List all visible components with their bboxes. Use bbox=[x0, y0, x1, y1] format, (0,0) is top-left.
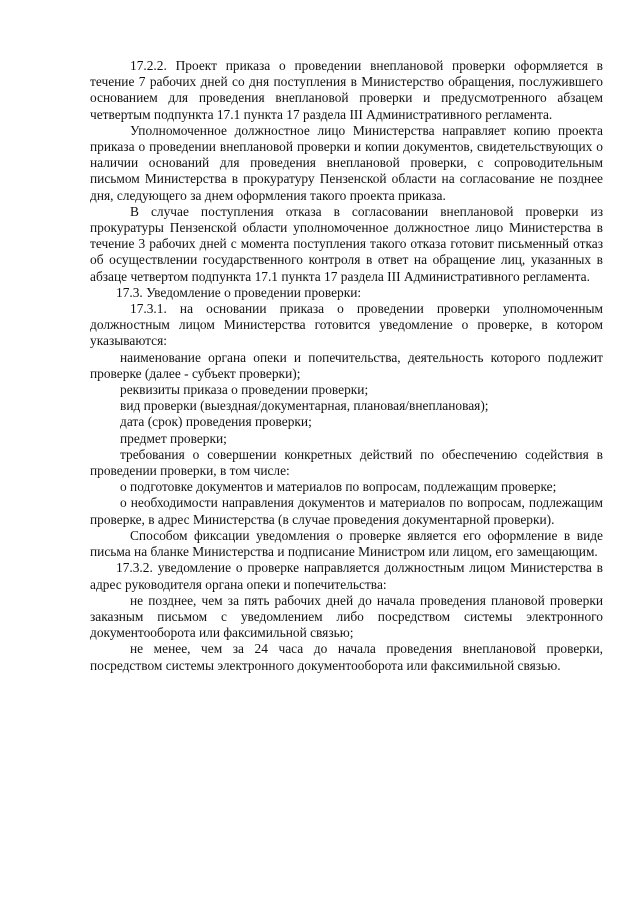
list-item-send-documents: о необходимости направления документов и материалов по вопросам, подлежащим проверке, в адрес Министерства (в случае проведения документарной проверки). bbox=[90, 495, 603, 527]
list-item-inspection-subject: предмет проверки; bbox=[120, 430, 227, 446]
document-page bbox=[90, 58, 603, 674]
paragraph-17-2-2: 17.2.2. Проект приказа о проведении внеплановой проверки оформляется в течение 7 рабочих дней со дня поступления в Министерство обращения, послужившего основанием для проведения внеплановой проверки и предусмотренного абзацем четвертым подпункта 17.1 пункта 17 раздела III Административного регламента. bbox=[90, 58, 603, 122]
list-item-body-name: наименование органа опеки и попечительства, деятельность которого подлежит проверке (далее - субъект проверки); bbox=[90, 349, 603, 381]
list-item-order-details: реквизиты приказа о проведении проверки; bbox=[120, 382, 369, 398]
list-item-planned-notice: не позднее, чем за пять рабочих дней до начала проведения плановой проверки заказным письмом с уведомлением либо посредством системы электронного документооборота или факсимильной связью; bbox=[90, 592, 603, 641]
list-item-prepare-documents: о подготовке документов и материалов по вопросам, подлежащим проверке; bbox=[120, 479, 557, 495]
paragraph-17-3-1: 17.3.1. на основании приказа о проведении проверки уполномоченным должностным лицом Министерства готовится уведомление о проверке, в котором указываются: bbox=[90, 301, 603, 349]
paragraph-refusal: В случае поступления отказа в согласовании внеплановой проверки из прокуратуры Пензенской области уполномоченное должностное лицо Министерства в течение 3 рабочих дней с момента поступления такого отказа готовит письменный отказ об осуществлении государственного контроля в ответ на обращение лиц, указанных в абзаце четвертом подпункта 17.1 пункта 17 раздела III Административного регламента. bbox=[90, 203, 603, 284]
list-item-inspection-date: дата (срок) проведения проверки; bbox=[120, 414, 312, 430]
paragraph-17-3-2: 17.3.2. уведомление о проверке направляется должностным лицом Министерства в адрес руководителя органа опеки и попечительства: bbox=[90, 560, 603, 592]
heading-17-3: 17.3. Уведомление о проведении проверки: bbox=[116, 284, 362, 300]
paragraph-fixation-method: Способом фиксации уведомления о проверке является его оформление в виде письма на бланке Министерства и подписание Министром или лицом, его замещающим. bbox=[90, 527, 603, 560]
list-item-requirements: требования о совершении конкретных действий по обеспечению содействия в проведении проверки, в том числе: bbox=[90, 446, 603, 479]
list-item-unplanned-notice: не менее, чем за 24 часа до начала проведения внеплановой проверки, посредством системы электронного документооборота или факсимильной связью. bbox=[90, 641, 603, 673]
list-item-inspection-type: вид проверки (выездная/документарная, плановая/внеплановая); bbox=[120, 398, 489, 414]
paragraph-authorized-official: Уполномоченное должностное лицо Министерства направляет копию проекта приказа о проведении внеплановой проверки и копии документов, свидетельствующих о наличии оснований для проведения внеплановой проверки, с сопроводительным письмом Министерства в прокуратуру Пензенской области на согласование не позднее дня, следующего за днем оформления такого проекта приказа. bbox=[90, 122, 603, 203]
